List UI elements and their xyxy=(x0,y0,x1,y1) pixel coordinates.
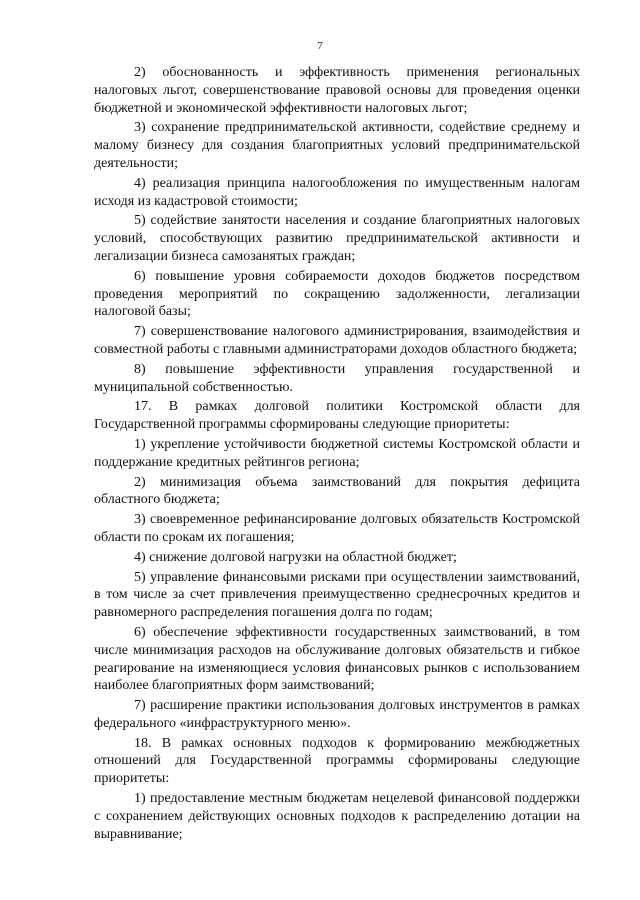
paragraph: 7) совершенствование налогового администрирования, взаимодействия и совместной работы с главными администраторами доходов областного бюджета; xyxy=(94,324,580,357)
document-body xyxy=(94,64,580,845)
paragraph: 1) предоставление местным бюджетам нецелевой финансовой поддержки с сохранением действующих основных подходов к распределению дотации на выравнивание; xyxy=(94,791,580,842)
paragraph: 4) реализация принципа налогообложения по имущественным налогам исходя из кадастровой стоимости; xyxy=(94,175,580,209)
paragraph: 8) повышение эффективности управления государственной и муниципальной собственностью. xyxy=(94,361,580,395)
paragraph: 3) своевременное рефинансирование долговых обязательств Костромской области по срокам их погашения; xyxy=(94,512,580,545)
paragraph: 5) управление финансовыми рисками при осуществлении заимствований, в том числе за счет привлечения преимущественно среднесрочных кредитов и равномерного распределения погашения долга по годам; xyxy=(94,569,580,621)
paragraph: 1) укрепление устойчивости бюджетной системы Костромской области и поддержание кредитных рейтингов региона; xyxy=(94,436,580,470)
paragraph: 3) сохранение предпринимательской активности, содействие среднему и малому бизнесу для создания благоприятных условий предпринимательской деятельности; xyxy=(94,120,580,171)
paragraph: 5) содействие занятости населения и создание благоприятных налоговых условий, способствующих развитию предпринимательской активности и легализации бизнеса самозанятых граждан; xyxy=(94,213,580,264)
section-paragraph-17: 17. В рамках долговой политики Костромской области для Государственной программы сформированы следующие приоритеты: xyxy=(94,399,580,433)
section-paragraph-18: 18. В рамках основных подходов к формированию межбюджетных отношений для Государственной программы сформированы следующие приоритеты: xyxy=(94,735,580,787)
paragraph: 2) минимизация объема заимствований для покрытия дефицита областного бюджета; xyxy=(94,474,580,508)
page-number: 7 xyxy=(317,40,323,52)
paragraph: 6) обеспечение эффективности государственных заимствований, в том числе минимизация расходов на обслуживание долговых обязательств и гибкое реагирование на изменяющиеся условия финансовых рынков с использованием наиболее благоприятных форм заимствований; xyxy=(94,624,580,694)
paragraph: 4) снижение долговой нагрузки на областной бюджет; xyxy=(134,549,457,565)
paragraph: 6) повышение уровня собираемости доходов бюджетов посредством проведения мероприятий по сокращению задолженности, легализации налоговой базы; xyxy=(94,268,580,320)
paragraph: 2) обоснованность и эффективность применения региональных налоговых льгот, совершенствование правовой основы для проведения оценки бюджетной и экономической эффективности налоговых льгот; xyxy=(94,65,580,116)
paragraph: 7) расширение практики использования долговых инструментов в рамках федерального «инфраструктурного меню». xyxy=(94,698,580,731)
